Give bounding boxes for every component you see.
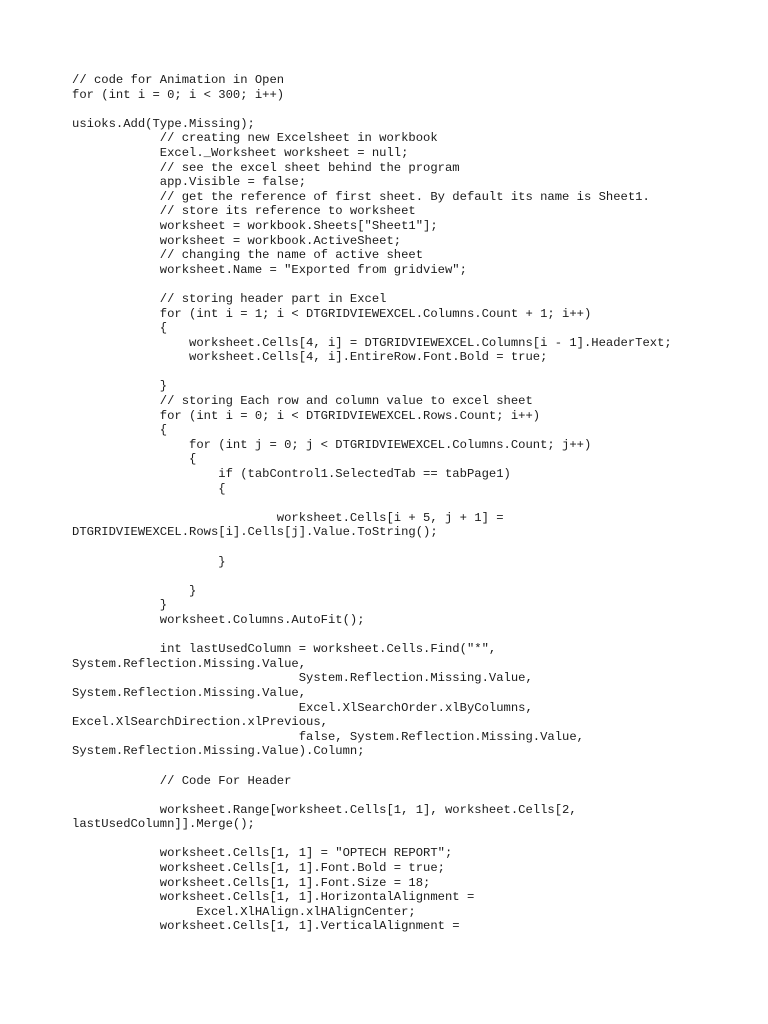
code-line: worksheet.Cells[4, i] = DTGRIDVIEWEXCEL.Columns[i - 1].HeaderText; xyxy=(72,335,672,350)
code-line: for (int i = 0; i < 300; i++) xyxy=(72,87,285,102)
code-line: int lastUsedColumn = worksheet.Cells.Find("*", xyxy=(72,642,497,657)
code-line: for (int j = 0; j < DTGRIDVIEWEXCEL.Columns.Count; j++) xyxy=(72,437,592,452)
code-line: Excel.XlHAlign.xlHAlignCenter; xyxy=(72,904,416,919)
code-line: DTGRIDVIEWEXCEL.Rows[i].Cells[j].Value.ToString(); xyxy=(72,525,438,540)
code-line: System.Reflection.Missing.Value, xyxy=(72,656,307,671)
code-line: Excel.XlSearchDirection.xlPrevious, xyxy=(72,715,328,730)
code-line: worksheet.Cells[1, 1].HorizontalAlignment = xyxy=(72,890,475,905)
code-line: Excel.XlSearchOrder.xlByColumns, xyxy=(72,700,533,715)
code-line xyxy=(72,496,672,511)
code-line: } xyxy=(72,583,197,598)
code-line: for (int i = 1; i < DTGRIDVIEWEXCEL.Columns.Count + 1; i++) xyxy=(72,306,592,321)
code-line: } xyxy=(72,379,168,394)
code-line: System.Reflection.Missing.Value).Column; xyxy=(72,744,365,759)
code-line xyxy=(72,759,672,774)
code-line: Excel._Worksheet worksheet = null; xyxy=(72,145,409,160)
code-line xyxy=(72,102,672,117)
code-line xyxy=(72,832,672,847)
code-line: // get the reference of first sheet. By default its name is Sheet1. xyxy=(72,189,650,204)
code-line: // see the excel sheet behind the program xyxy=(72,160,460,175)
code-line: worksheet = workbook.ActiveSheet; xyxy=(72,233,402,248)
code-line: System.Reflection.Missing.Value, xyxy=(72,685,307,700)
code-line: { xyxy=(72,452,197,467)
code-line: worksheet.Range[worksheet.Cells[1, 1], worksheet.Cells[2, xyxy=(72,802,577,817)
code-line: worksheet.Cells[1, 1] = "OPTECH REPORT"; xyxy=(72,846,453,861)
code-line: worksheet.Cells[4, i].EntireRow.Font.Bold = true; xyxy=(72,350,548,365)
code-line: worksheet.Cells[1, 1].Font.Bold = true; xyxy=(72,861,445,876)
code-line: for (int i = 0; i < DTGRIDVIEWEXCEL.Rows.Count; i++) xyxy=(72,408,541,423)
code-line: if (tabControl1.SelectedTab == tabPage1) xyxy=(72,467,511,482)
code-line: worksheet.Cells[1, 1].Font.Size = 18; xyxy=(72,875,431,890)
code-line: } xyxy=(72,598,168,613)
code-line: worksheet.Columns.AutoFit(); xyxy=(72,612,365,627)
code-line xyxy=(72,788,672,803)
code-line xyxy=(72,277,672,292)
code-line: lastUsedColumn]].Merge(); xyxy=(72,817,255,832)
code-line: { xyxy=(72,481,226,496)
code-line: System.Reflection.Missing.Value, xyxy=(72,671,533,686)
code-line: // storing Each row and column value to excel sheet xyxy=(72,394,533,409)
code-block xyxy=(72,73,672,934)
code-line: usioks.Add(Type.Missing); xyxy=(72,116,255,131)
code-line xyxy=(72,365,672,380)
code-line: worksheet.Name = "Exported from gridview"; xyxy=(72,262,467,277)
code-line: worksheet.Cells[i + 5, j + 1] = xyxy=(72,510,504,525)
code-line xyxy=(72,540,672,555)
code-line: { xyxy=(72,321,168,336)
code-line: worksheet = workbook.Sheets["Sheet1"]; xyxy=(72,218,438,233)
code-line: // code for Animation in Open xyxy=(72,73,285,87)
code-line: // creating new Excelsheet in workbook xyxy=(72,131,438,146)
code-line: false, System.Reflection.Missing.Value, xyxy=(72,729,584,744)
code-line xyxy=(72,569,672,584)
code-line: // Code For Header xyxy=(72,773,292,788)
code-line: // store its reference to worksheet xyxy=(72,204,416,219)
code-line: { xyxy=(72,423,168,438)
code-line: app.Visible = false; xyxy=(72,175,307,190)
code-line: // changing the name of active sheet xyxy=(72,248,424,263)
code-line xyxy=(72,628,672,643)
code-line: } xyxy=(72,554,226,569)
code-line: worksheet.Cells[1, 1].VerticalAlignment = xyxy=(72,919,460,934)
code-line: // storing header part in Excel xyxy=(72,291,387,306)
